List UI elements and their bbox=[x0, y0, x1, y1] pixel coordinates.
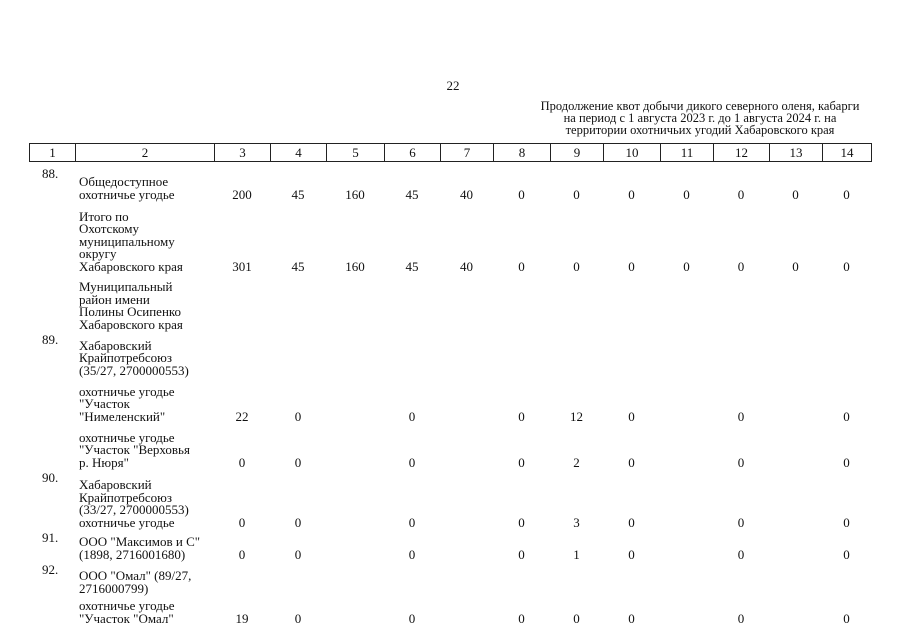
row-name-line: охотничье угодье bbox=[79, 429, 175, 445]
row-name-line: муниципальному bbox=[79, 233, 175, 249]
cell-value: 40 bbox=[460, 258, 473, 274]
column-header-row bbox=[29, 143, 872, 162]
caption-line: Продолжение квот добычи дикого северного оленя, кабарги bbox=[540, 99, 860, 113]
cell-value: 0 bbox=[737, 454, 745, 470]
cell-value: 200 bbox=[232, 186, 252, 202]
table-row bbox=[29, 532, 871, 564]
cell-value bbox=[550, 334, 603, 380]
cell-value bbox=[660, 276, 713, 334]
cell-value: 0 bbox=[843, 454, 850, 470]
row-number bbox=[29, 380, 75, 426]
cell-value: 0 bbox=[683, 186, 690, 202]
cell-value bbox=[603, 564, 660, 598]
caption-line: на период с 1 августа 2023 г. до 1 августа 2024 г. на bbox=[563, 111, 837, 125]
cell-value bbox=[769, 598, 822, 628]
table-row bbox=[29, 426, 871, 472]
cell-value: 0 bbox=[737, 258, 745, 274]
cell-value: 0 bbox=[518, 546, 525, 562]
cell-value: 0 bbox=[518, 258, 525, 274]
cell-value: 160 bbox=[345, 186, 365, 202]
cell-value: 0 bbox=[294, 610, 302, 626]
row-name-line: "Участок "Омал" bbox=[79, 610, 174, 626]
column-header: 3 bbox=[215, 144, 271, 162]
row-name-line: охотничье угодье bbox=[79, 383, 175, 399]
cell-value bbox=[440, 532, 493, 564]
row-name bbox=[75, 276, 214, 334]
column-header: 1 bbox=[30, 144, 76, 162]
cell-value: 0 bbox=[737, 408, 745, 424]
cell-value: 1 bbox=[573, 546, 580, 562]
cell-value: 0 bbox=[628, 514, 635, 530]
table-row bbox=[29, 276, 871, 334]
row-name bbox=[75, 564, 214, 598]
column-header: 7 bbox=[441, 144, 494, 162]
row-name-line: Общедоступное bbox=[79, 174, 169, 189]
cell-value: 0 bbox=[628, 454, 635, 470]
cell-value bbox=[384, 564, 440, 598]
cell-value bbox=[326, 380, 384, 426]
cell-value: 0 bbox=[518, 454, 525, 470]
cell-value bbox=[384, 334, 440, 380]
cell-value: 0 bbox=[737, 610, 745, 626]
table-row bbox=[29, 598, 871, 628]
cell-value: 0 bbox=[408, 408, 416, 424]
cell-value: 0 bbox=[518, 514, 525, 530]
cell-value: 0 bbox=[792, 186, 799, 202]
cell-value bbox=[493, 564, 550, 598]
table-row bbox=[29, 380, 871, 426]
cell-value: 22 bbox=[235, 408, 249, 424]
table-row bbox=[29, 564, 871, 598]
row-name-line: охотничье угодье bbox=[79, 514, 175, 530]
cell-value: 0 bbox=[518, 610, 525, 626]
column-header: 4 bbox=[271, 144, 327, 162]
cell-value: 0 bbox=[843, 408, 850, 424]
cell-value bbox=[713, 334, 769, 380]
cell-value: 160 bbox=[345, 258, 365, 274]
cell-value bbox=[440, 334, 493, 380]
cell-value bbox=[326, 276, 384, 334]
cell-value: 45 bbox=[405, 186, 419, 202]
cell-value bbox=[440, 472, 493, 532]
cell-value bbox=[769, 334, 822, 380]
row-name-line: Итого по bbox=[79, 208, 129, 224]
row-name-line: Полины Осипенко bbox=[79, 304, 182, 319]
cell-value bbox=[440, 564, 493, 598]
cell-value: 0 bbox=[238, 546, 246, 562]
cell-value: 0 bbox=[408, 514, 416, 530]
row-number: 91. bbox=[42, 530, 59, 545]
cell-value bbox=[270, 564, 326, 598]
cell-value bbox=[440, 598, 493, 628]
cell-value: 19 bbox=[235, 610, 249, 626]
row-name-line: 2716000799) bbox=[79, 580, 149, 596]
cell-value: 0 bbox=[843, 514, 850, 530]
cell-value bbox=[326, 472, 384, 532]
cell-value bbox=[326, 598, 384, 628]
cell-value: 0 bbox=[683, 258, 690, 274]
cell-value: 3 bbox=[573, 514, 580, 530]
column-header: 2 bbox=[76, 144, 215, 162]
row-name-line: охотничье угодье bbox=[79, 186, 175, 202]
cell-value: 45 bbox=[405, 258, 419, 274]
cell-value bbox=[769, 380, 822, 426]
page-number: 22 bbox=[446, 78, 460, 93]
cell-value: 0 bbox=[628, 546, 635, 562]
row-name-line: р. Нюря" bbox=[79, 454, 129, 470]
row-name-line: Крайпотребсоюз bbox=[79, 350, 173, 365]
row-name-line: (35/27, 2700000553) bbox=[79, 362, 189, 378]
row-name bbox=[75, 472, 214, 532]
table-caption bbox=[520, 100, 880, 136]
row-name-line: округу bbox=[79, 246, 117, 261]
cell-value bbox=[603, 276, 660, 334]
row-name-line: ООО "Максимов и С" bbox=[79, 534, 201, 549]
cell-value bbox=[713, 276, 769, 334]
column-header: 13 bbox=[770, 144, 823, 162]
cell-value bbox=[326, 426, 384, 472]
cell-value: 0 bbox=[628, 258, 635, 274]
row-name-line: "Участок "Верховья bbox=[79, 442, 190, 457]
cell-value bbox=[270, 334, 326, 380]
table-row bbox=[29, 168, 871, 204]
row-name bbox=[75, 380, 214, 426]
cell-value: 0 bbox=[238, 514, 246, 530]
cell-value: 0 bbox=[294, 454, 302, 470]
cell-value bbox=[660, 380, 713, 426]
cell-value bbox=[769, 564, 822, 598]
row-name bbox=[75, 204, 214, 276]
cell-value: 0 bbox=[408, 454, 416, 470]
row-name-line: "Нимеленский" bbox=[79, 408, 166, 424]
row-name bbox=[75, 598, 214, 628]
cell-value bbox=[440, 380, 493, 426]
cell-value bbox=[769, 532, 822, 564]
row-name-line: Хабаровского края bbox=[79, 316, 183, 332]
row-name-line: Хабаровского края bbox=[79, 258, 183, 274]
column-header: 9 bbox=[551, 144, 604, 162]
cell-value bbox=[326, 564, 384, 598]
cell-value: 0 bbox=[628, 186, 635, 202]
cell-value: 0 bbox=[294, 514, 302, 530]
row-name-line: Крайпотребсоюз bbox=[79, 489, 173, 505]
cell-value bbox=[214, 334, 270, 380]
cell-value: 0 bbox=[737, 186, 745, 202]
cell-value: 45 bbox=[291, 186, 305, 202]
cell-value bbox=[660, 472, 713, 532]
column-header: 5 bbox=[327, 144, 385, 162]
cell-value: 0 bbox=[628, 408, 635, 424]
cell-value bbox=[822, 564, 871, 598]
row-number bbox=[29, 204, 75, 276]
cell-value bbox=[660, 426, 713, 472]
cell-value bbox=[769, 472, 822, 532]
cell-value bbox=[493, 276, 550, 334]
cell-value: 0 bbox=[843, 186, 850, 202]
column-header: 11 bbox=[661, 144, 714, 162]
cell-value bbox=[660, 564, 713, 598]
quota-table bbox=[29, 168, 871, 628]
row-number: 88. bbox=[42, 166, 59, 181]
cell-value bbox=[214, 276, 270, 334]
column-header: 8 bbox=[494, 144, 551, 162]
cell-value bbox=[603, 334, 660, 380]
cell-value bbox=[326, 334, 384, 380]
cell-value bbox=[769, 276, 822, 334]
cell-value: 0 bbox=[294, 408, 302, 424]
row-number: 89. bbox=[42, 332, 59, 347]
row-number bbox=[29, 426, 75, 472]
row-name bbox=[75, 532, 214, 564]
cell-value: 0 bbox=[573, 610, 580, 626]
cell-value bbox=[440, 276, 493, 334]
cell-value: 0 bbox=[408, 546, 416, 562]
cell-value: 40 bbox=[460, 186, 473, 202]
row-name-line: Хабаровский bbox=[79, 477, 152, 492]
cell-value: 301 bbox=[232, 258, 252, 274]
cell-value bbox=[440, 426, 493, 472]
cell-value: 0 bbox=[843, 610, 850, 626]
row-name-line: "Участок bbox=[79, 396, 130, 411]
row-number bbox=[29, 276, 75, 334]
cell-value bbox=[713, 564, 769, 598]
row-name-line: (1898, 2716001680) bbox=[79, 546, 186, 562]
cell-value: 45 bbox=[291, 258, 305, 274]
cell-value bbox=[822, 334, 871, 380]
cell-value: 0 bbox=[238, 454, 246, 470]
cell-value: 0 bbox=[294, 546, 302, 562]
cell-value: 0 bbox=[408, 610, 416, 626]
table-row bbox=[29, 204, 871, 276]
cell-value bbox=[660, 532, 713, 564]
cell-value bbox=[493, 334, 550, 380]
cell-value bbox=[550, 564, 603, 598]
row-name-line: охотничье угодье bbox=[79, 598, 175, 613]
row-name-line: Охотскому bbox=[79, 221, 139, 236]
row-name-line: район имени bbox=[79, 291, 150, 307]
row-number: 90. bbox=[42, 470, 59, 485]
cell-value: 0 bbox=[792, 258, 799, 274]
cell-value bbox=[214, 564, 270, 598]
cell-value bbox=[326, 532, 384, 564]
cell-value bbox=[822, 276, 871, 334]
caption-line: территории охотничьих угодий Хабаровского края bbox=[565, 123, 835, 137]
table-row bbox=[29, 472, 871, 532]
row-name-line: Муниципальный bbox=[79, 279, 173, 294]
column-header: 12 bbox=[714, 144, 770, 162]
row-name bbox=[75, 426, 214, 472]
cell-value bbox=[384, 276, 440, 334]
cell-value bbox=[270, 276, 326, 334]
cell-value: 0 bbox=[843, 546, 850, 562]
cell-value: 12 bbox=[570, 408, 583, 424]
row-name bbox=[75, 334, 214, 380]
cell-value: 0 bbox=[573, 186, 580, 202]
row-name bbox=[75, 168, 214, 204]
cell-value: 0 bbox=[737, 514, 745, 530]
cell-value: 0 bbox=[573, 258, 580, 274]
cell-value bbox=[769, 426, 822, 472]
row-number bbox=[29, 598, 75, 628]
column-header: 10 bbox=[604, 144, 661, 162]
cell-value: 2 bbox=[573, 454, 580, 470]
cell-value: 0 bbox=[518, 186, 525, 202]
cell-value: 0 bbox=[737, 546, 745, 562]
column-header: 6 bbox=[385, 144, 441, 162]
cell-value bbox=[660, 334, 713, 380]
cell-value bbox=[550, 276, 603, 334]
column-header: 14 bbox=[823, 144, 872, 162]
row-name-line: Хабаровский bbox=[79, 337, 152, 353]
row-name-line: ООО "Омал" (89/27, bbox=[79, 568, 192, 583]
cell-value: 0 bbox=[628, 610, 635, 626]
cell-value: 0 bbox=[843, 258, 850, 274]
row-name-line: (33/27, 2700000553) bbox=[79, 502, 189, 517]
cell-value bbox=[660, 598, 713, 628]
row-number: 92. bbox=[42, 562, 59, 577]
cell-value: 0 bbox=[518, 408, 525, 424]
table-row bbox=[29, 334, 871, 380]
